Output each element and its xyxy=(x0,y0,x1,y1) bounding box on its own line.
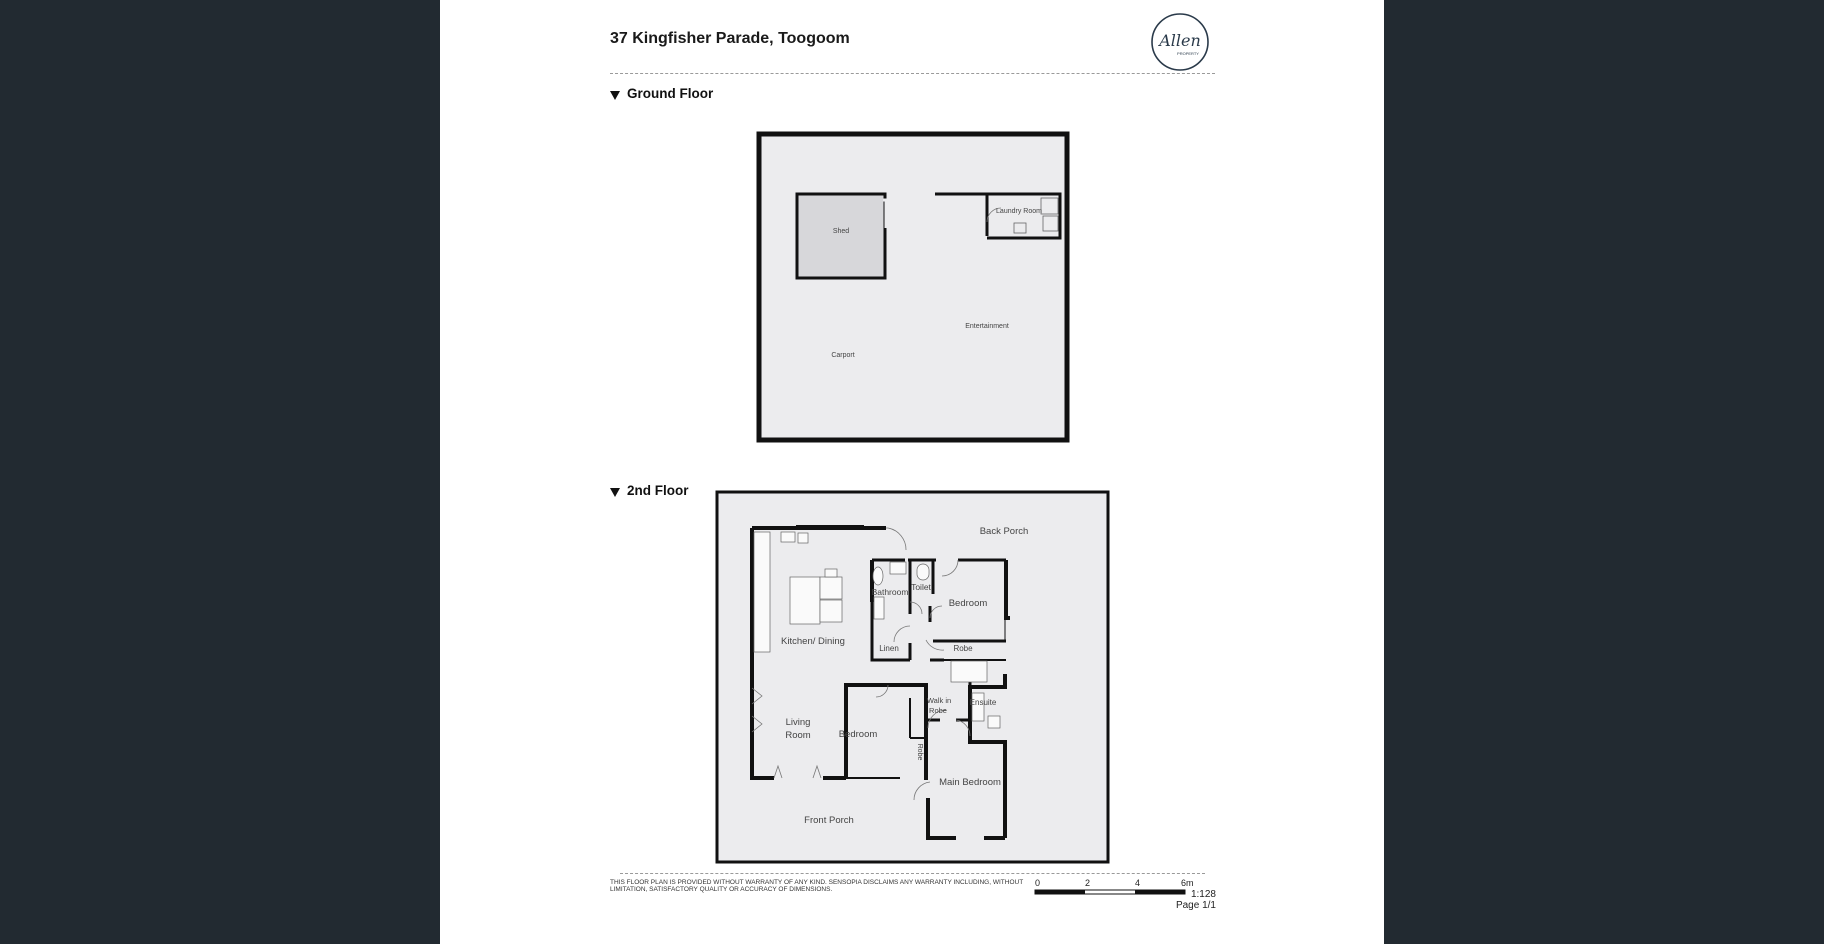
room-label-living-2: Room xyxy=(785,730,811,741)
logo-subtext: PROPERTY xyxy=(1177,51,1199,56)
property-address-title: 37 Kingfisher Parade, Toogoom xyxy=(610,30,850,47)
room-label-back-porch: Back Porch xyxy=(979,526,1029,537)
ground-floor-label: Ground Floor xyxy=(627,86,714,101)
room-label-walk-in-robe-1: Walk in xyxy=(926,696,952,705)
room-label-robe-2: Robe xyxy=(916,743,923,761)
second-floor-heading xyxy=(610,483,689,498)
allen-property-logo xyxy=(1149,12,1211,72)
scale-ratio: 1:128 xyxy=(1190,889,1216,900)
header-divider xyxy=(610,73,1215,74)
room-label-linen: Linen xyxy=(879,644,899,653)
scale-tick-4: 4 xyxy=(1135,878,1141,888)
room-label-kitchen-dining: Kitchen/ Dining xyxy=(781,636,845,647)
room-label-bathroom: Bathroom xyxy=(871,587,909,597)
disclaimer-text: THIS FLOOR PLAN IS PROVIDED WITHOUT WARRANTY OF ANY KIND. SENSOPIA DISCLAIMS ANY WARRANTY INCLUDING, WITHOUT LIMITATION, SATISFACTORY QUALITY OR ACCURACY OF DIMENSIONS. xyxy=(610,879,1024,893)
footer-divider xyxy=(620,873,1205,874)
room-label-laundry: Laundry Room xyxy=(996,208,1042,215)
room-label-main-bedroom: Main Bedroom xyxy=(939,777,1001,788)
room-label-entertainment: Entertainment xyxy=(965,323,1009,330)
scale-tick-0: 0 xyxy=(1035,878,1041,888)
room-label-bedroom-2: Bedroom xyxy=(838,729,878,740)
scale-tick-6: 6m xyxy=(1181,878,1194,888)
room-label-living-1: Living xyxy=(785,717,811,728)
scale-tick-2: 2 xyxy=(1085,878,1091,888)
room-label-walk-in-robe-2: Robe xyxy=(929,706,947,715)
triangle-down-icon xyxy=(610,91,620,100)
second-floor-label: 2nd Floor xyxy=(627,483,689,498)
logo-text: Allen xyxy=(1159,31,1201,50)
room-label-robe-1: Robe xyxy=(953,644,973,653)
ground-floor-plan xyxy=(755,130,1075,445)
room-label-shed: Shed xyxy=(832,228,850,235)
floor-plan-page xyxy=(440,0,1384,944)
page-number: Page 1/1 xyxy=(1175,900,1216,911)
room-label-front-porch: Front Porch xyxy=(804,815,854,826)
room-label-ensuite: Ensuite xyxy=(969,698,997,707)
triangle-down-icon xyxy=(610,488,620,497)
room-label-toilet: Toilet xyxy=(911,582,931,592)
room-label-bedroom-1: Bedroom xyxy=(948,598,988,609)
second-floor-plan xyxy=(714,490,1112,865)
room-label-carport: Carport xyxy=(831,352,855,359)
ground-floor-heading xyxy=(610,86,713,101)
